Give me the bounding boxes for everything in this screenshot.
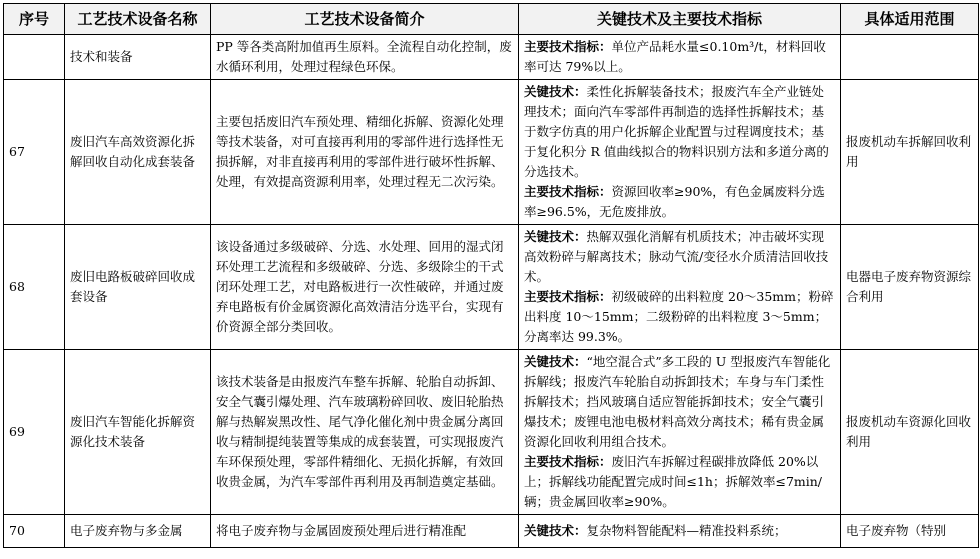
key-block-text: 资源回收率≥90%，有色金属废料分选率≥96.5%，无危废排放。 (524, 184, 825, 219)
equipment-description: 该设备通过多级破碎、分选、水处理、回用的湿式闭环处理工艺流程和多级破碎、分选、多级除尘的干式闭环处理工艺，对电路板进行一次性破碎，并通过废弃电路板有价金属资源化高效清洁分选平台，实现有价资源全部分类回收。 (211, 225, 519, 350)
application-scope (841, 35, 979, 80)
key-block-label: 主要技术指标： (524, 39, 612, 54)
application-scope: 电子废弃物（特别 (841, 515, 979, 548)
header-name: 工艺技术设备名称 (65, 4, 211, 35)
key-block (524, 352, 835, 452)
key-block-text: 热解双强化消解有机质技术；冲击破坏实现高效粉碎与解离技术；脉动气流/变径水介质清洁回收技术。 (524, 229, 829, 284)
equipment-name: 废旧汽车智能化拆解资源化技术装备 (65, 350, 211, 515)
key-block (524, 37, 835, 77)
row-number: 70 (4, 515, 65, 548)
key-block (524, 521, 835, 541)
key-technology (519, 80, 841, 225)
equipment-description: 主要包括废旧汽车预处理、精细化拆解、资源化处理等技术装备，对可直接再利用的零部件进行选择性无损拆解，对非直接再利用的零部件进行破坏性拆解、处理，有效提高资源利用率，处理过程无二次污染。 (211, 80, 519, 225)
key-block (524, 82, 835, 182)
row-number: 67 (4, 80, 65, 225)
key-block-text: 单位产品耗水量≤0.10m³/t，材料回收率可达 79%以上。 (524, 39, 826, 74)
key-block-text: 柔性化拆解装备技术；报废汽车全产业链处理技术；面向汽车零部件再制造的选择性拆解技术；基于数字仿真的用户化拆解企业配置与过程调度技术；基于复化积分 R 值曲线拟合的物料识别方法和多道分离的分选技术。 (524, 84, 829, 179)
table-row (4, 515, 979, 548)
application-scope: 报废机动车拆解回收利用 (841, 80, 979, 225)
equipment-name: 电子废弃物与多金属 (65, 515, 211, 548)
application-scope: 电器电子废弃物资源综合利用 (841, 225, 979, 350)
header-desc: 工艺技术设备简介 (211, 4, 519, 35)
key-block-label: 主要技术指标： (524, 184, 612, 199)
key-block (524, 182, 835, 222)
key-technology (519, 225, 841, 350)
key-technology (519, 350, 841, 515)
key-block (524, 452, 835, 512)
header-no: 序号 (4, 4, 65, 35)
equipment-name: 废旧汽车高效资源化拆解回收自动化成套装备 (65, 80, 211, 225)
equipment-description: 将电子废弃物与金属固废预处理后进行精准配 (211, 515, 519, 548)
key-technology (519, 515, 841, 548)
key-block-label: 关键技术： (524, 84, 587, 99)
key-block-label: 主要技术指标： (524, 289, 612, 304)
equipment-description: PP 等各类高附加值再生原料。全流程自动化控制，废水循环利用，处理过程绿色环保。 (211, 35, 519, 80)
row-number: 69 (4, 350, 65, 515)
equipment-name: 废旧电路板破碎回收成套设备 (65, 225, 211, 350)
key-block-text: “地空混合式”多工段的 U 型报废汽车智能化拆解线；报废汽车轮胎自动拆卸技术；车身与车门柔性拆解技术；挡风玻璃自适应智能拆卸技术；安全气囊引爆技术；废锂电池电极材料高效分离技术；稀有贵金属资源化回收利用组合技术。 (524, 354, 831, 449)
tech-equipment-table (3, 3, 979, 548)
table-row (4, 80, 979, 225)
key-block-text: 废旧汽车拆解过程碳排放降低 20%以上；拆解线功能配置完成时间≤1h；拆解效率≤7min/辆；贵金属回收率≥90%。 (524, 454, 823, 509)
key-block-text: 复杂物料智能配料—精准投料系统； (586, 523, 787, 538)
header-row (4, 4, 979, 35)
key-block-label: 关键技术： (524, 523, 587, 538)
table-row (4, 35, 979, 80)
key-block-label: 主要技术指标： (524, 454, 612, 469)
equipment-description: 该技术装备是由报废汽车整车拆解、轮胎自动拆卸、安全气囊引爆处理、汽车玻璃粉碎回收、废旧轮胎热解与热解炭黑改性、尾气净化催化剂中贵金属分离回收与精制提纯装置等集成的成套装置，可实现报废汽车环保预处理，零部件精细化、无损化拆解，有效回收贵金属，为汽车零部件再利用及再制造奠定基础。 (211, 350, 519, 515)
key-block (524, 287, 835, 347)
key-block-label: 关键技术： (524, 229, 587, 244)
table-row (4, 225, 979, 350)
header-key: 关键技术及主要技术指标 (519, 4, 841, 35)
key-block-text: 初级破碎的出料粒度 20～35mm；粉碎出料度 10～15mm；二级粉碎的出料粒度 3～5mm；分离率达 99.3%。 (524, 289, 834, 344)
row-number (4, 35, 65, 80)
key-technology (519, 35, 841, 80)
equipment-name: 技术和装备 (65, 35, 211, 80)
key-block-label: 关键技术： (524, 354, 587, 369)
row-number: 68 (4, 225, 65, 350)
table-row (4, 350, 979, 515)
application-scope: 报废机动车资源化回收利用 (841, 350, 979, 515)
header-scope: 具体适用范围 (841, 4, 979, 35)
key-block (524, 227, 835, 287)
